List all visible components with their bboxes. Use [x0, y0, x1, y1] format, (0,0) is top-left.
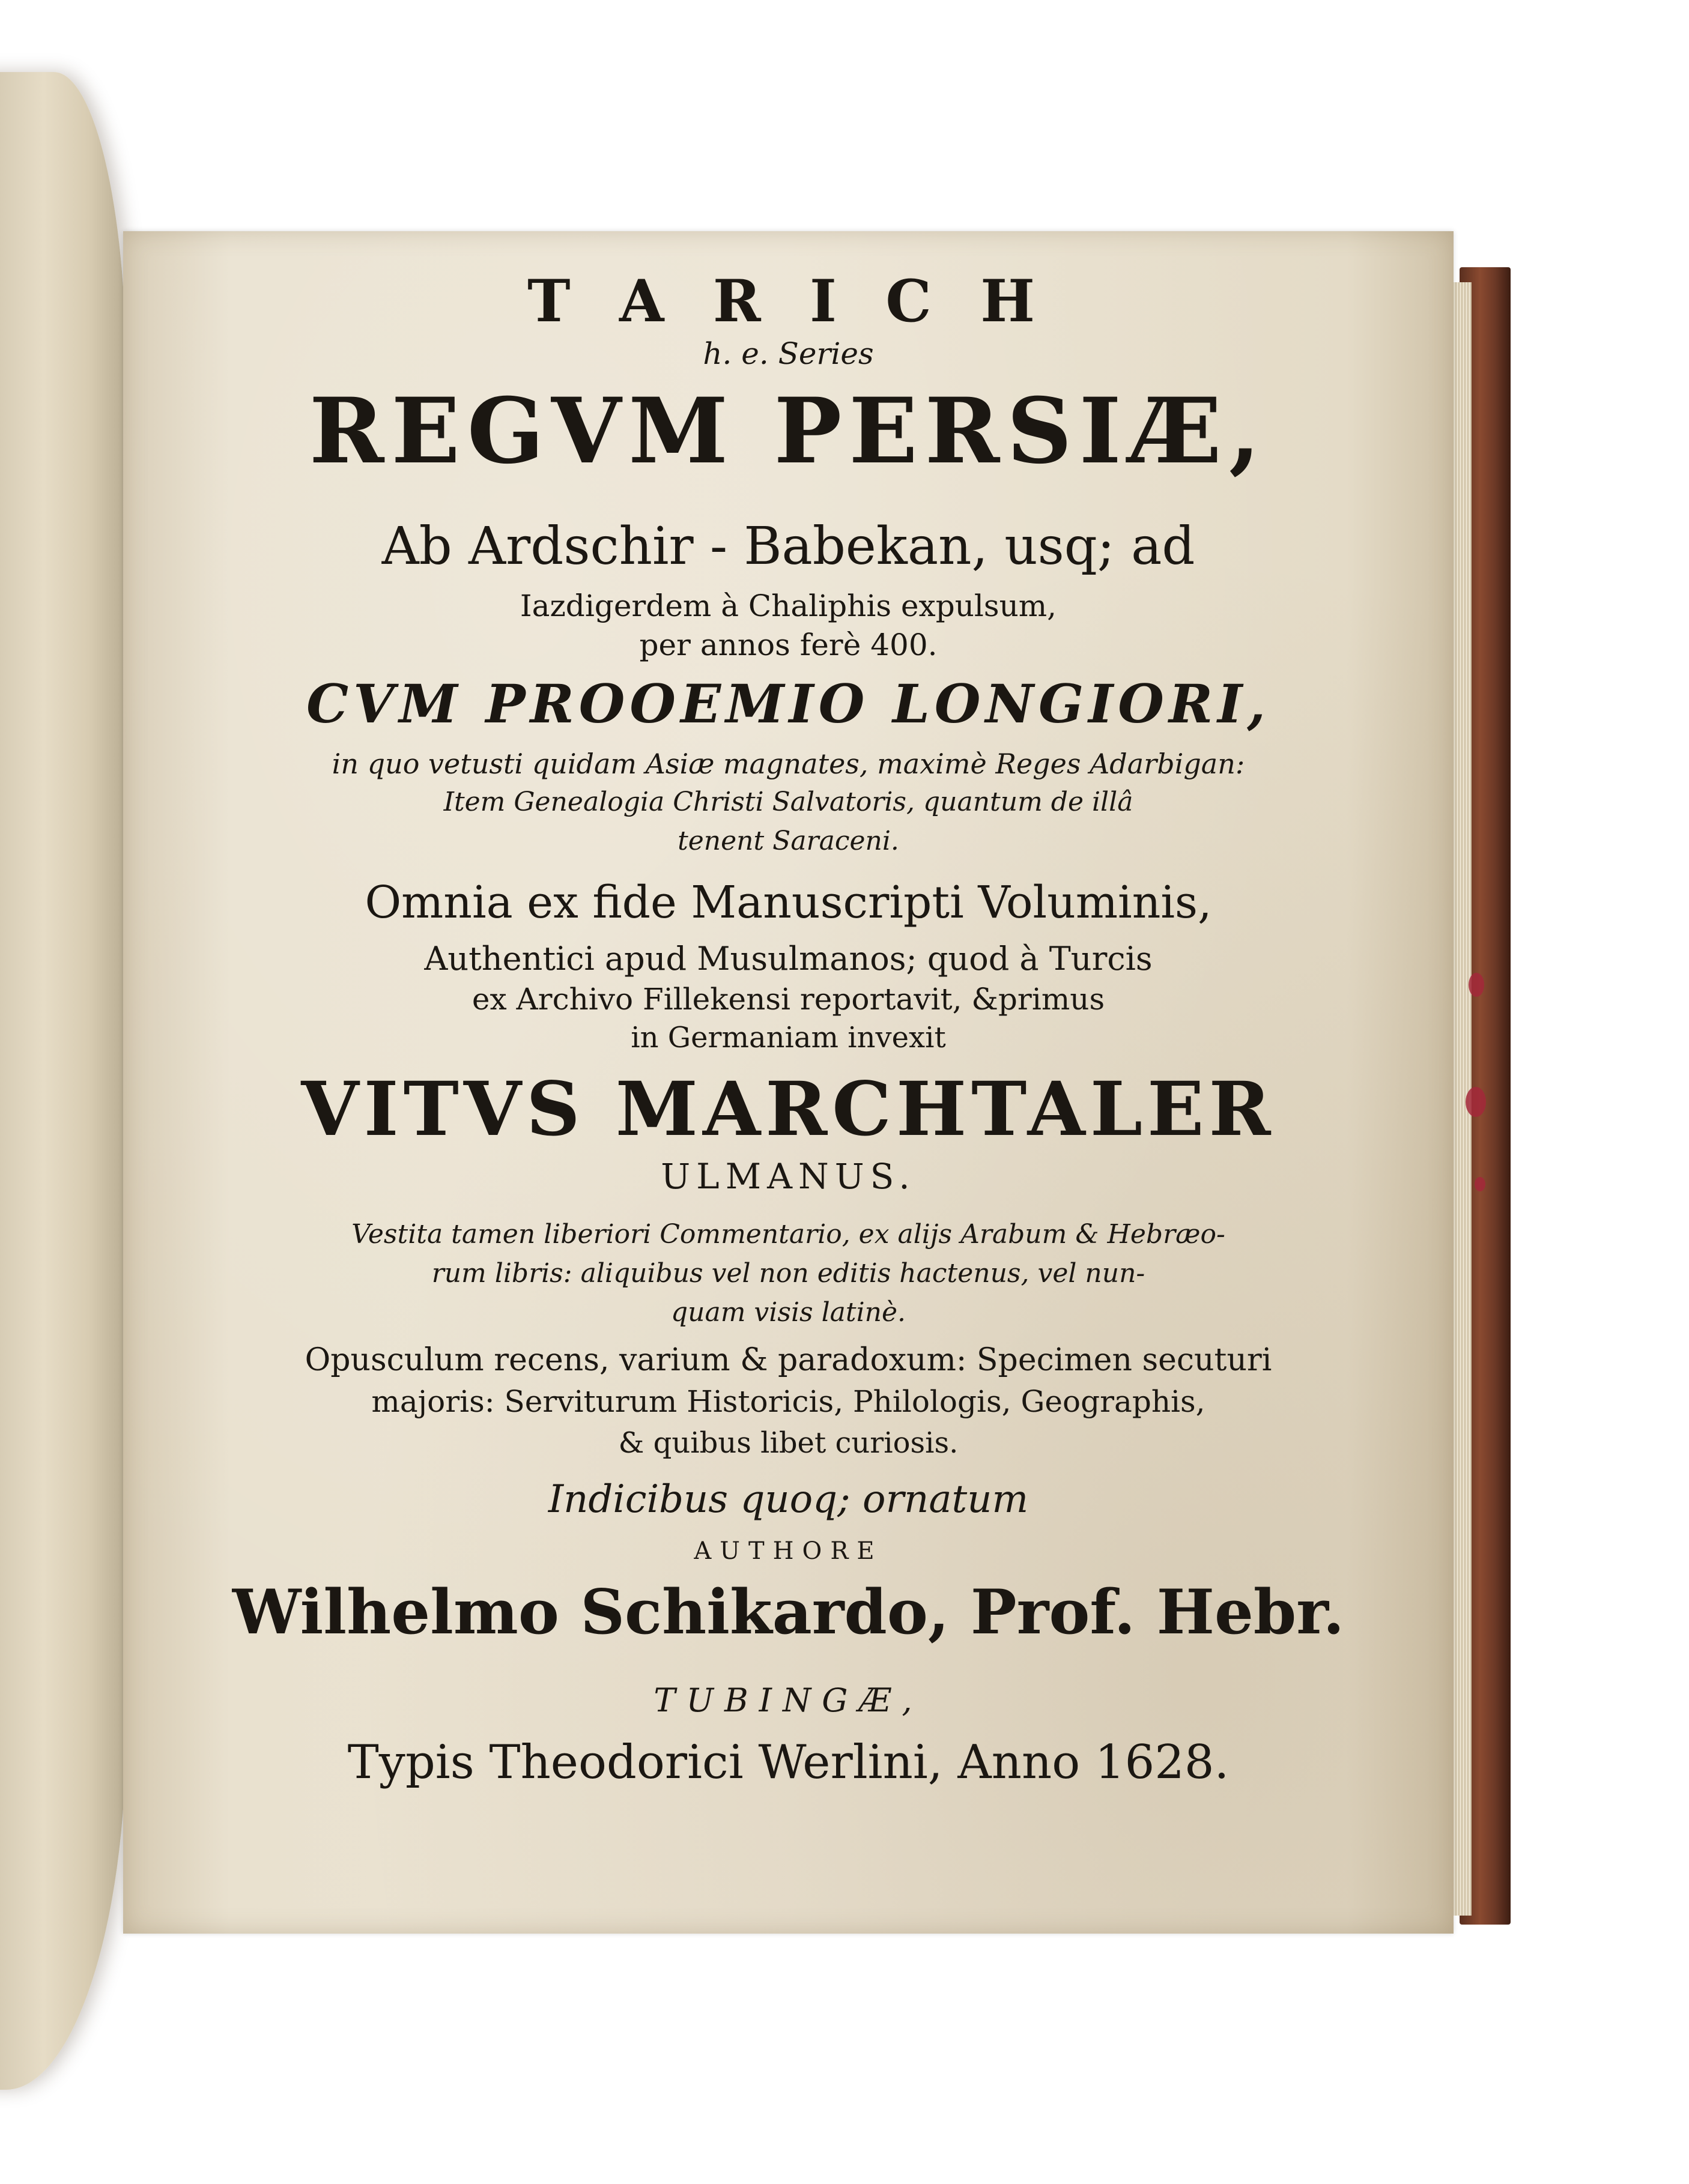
text-line: tenent Saraceni. — [678, 826, 899, 856]
text-line: Ab Ardschir - Babekan, usq; ad — [381, 516, 1195, 576]
title-line: T A R I C H — [527, 267, 1049, 335]
red-stain — [1475, 1177, 1485, 1191]
text-line: ULMANUS. — [661, 1156, 916, 1197]
text-line: Indicibus quoq; ornatum — [548, 1477, 1029, 1522]
text-line: in quo vetusti quidam Asiæ magnates, maximè Reges Adarbigan: — [332, 748, 1245, 780]
section-heading: CVM PROOEMIO LONGIORI, — [306, 673, 1270, 735]
text-line: & quibus libet curiosis. — [618, 1426, 959, 1460]
text-line: Vestita tamen liberiori Commentario, ex alijs Arabum & Hebræo- — [351, 1219, 1225, 1250]
text-line: in Germaniam invexit — [631, 1021, 946, 1054]
text-line: Omnia ex fide Manuscripti Voluminis, — [365, 877, 1212, 928]
text-line: Authentici apud Musulmanos; quod à Turcis — [424, 940, 1153, 978]
place-line: TUBINGÆ, — [653, 1681, 923, 1719]
title-page — [123, 231, 1454, 1934]
imprint-line: Typis Theodorici Werlini, Anno 1628. — [347, 1735, 1230, 1789]
main-title-line: REGVM PERSIÆ, — [309, 378, 1268, 484]
text-line: majoris: Serviturum Historicis, Philologis, Geographis, — [371, 1384, 1205, 1419]
text-line: Iazdigerdem à Chaliphis expulsum, — [520, 588, 1057, 623]
text-line: rum libris: aliquibus vel non editis hactenus, vel nun- — [431, 1258, 1145, 1289]
red-stain — [1466, 1087, 1486, 1117]
text-line: Item Genealogia Christi Salvatoris, quantum de illâ — [443, 787, 1133, 817]
text-line: AUTHORE — [694, 1537, 883, 1565]
author-name-line: VITVS MARCHTALER — [301, 1066, 1276, 1153]
text-line: per annos ferè 400. — [639, 628, 938, 662]
text-line: ex Archivo Fillekensi reportavit, &primus — [472, 982, 1105, 1017]
red-stain — [1469, 973, 1484, 997]
subtitle-line: h. e. Series — [703, 336, 874, 371]
left-page — [0, 72, 126, 2090]
text-line: quam visis latinè. — [670, 1297, 906, 1328]
author-line: Wilhelmo Schikardo, Prof. Hebr. — [232, 1576, 1345, 1648]
text-line: Opusculum recens, varium & paradoxum: Specimen secuturi — [305, 1342, 1272, 1378]
